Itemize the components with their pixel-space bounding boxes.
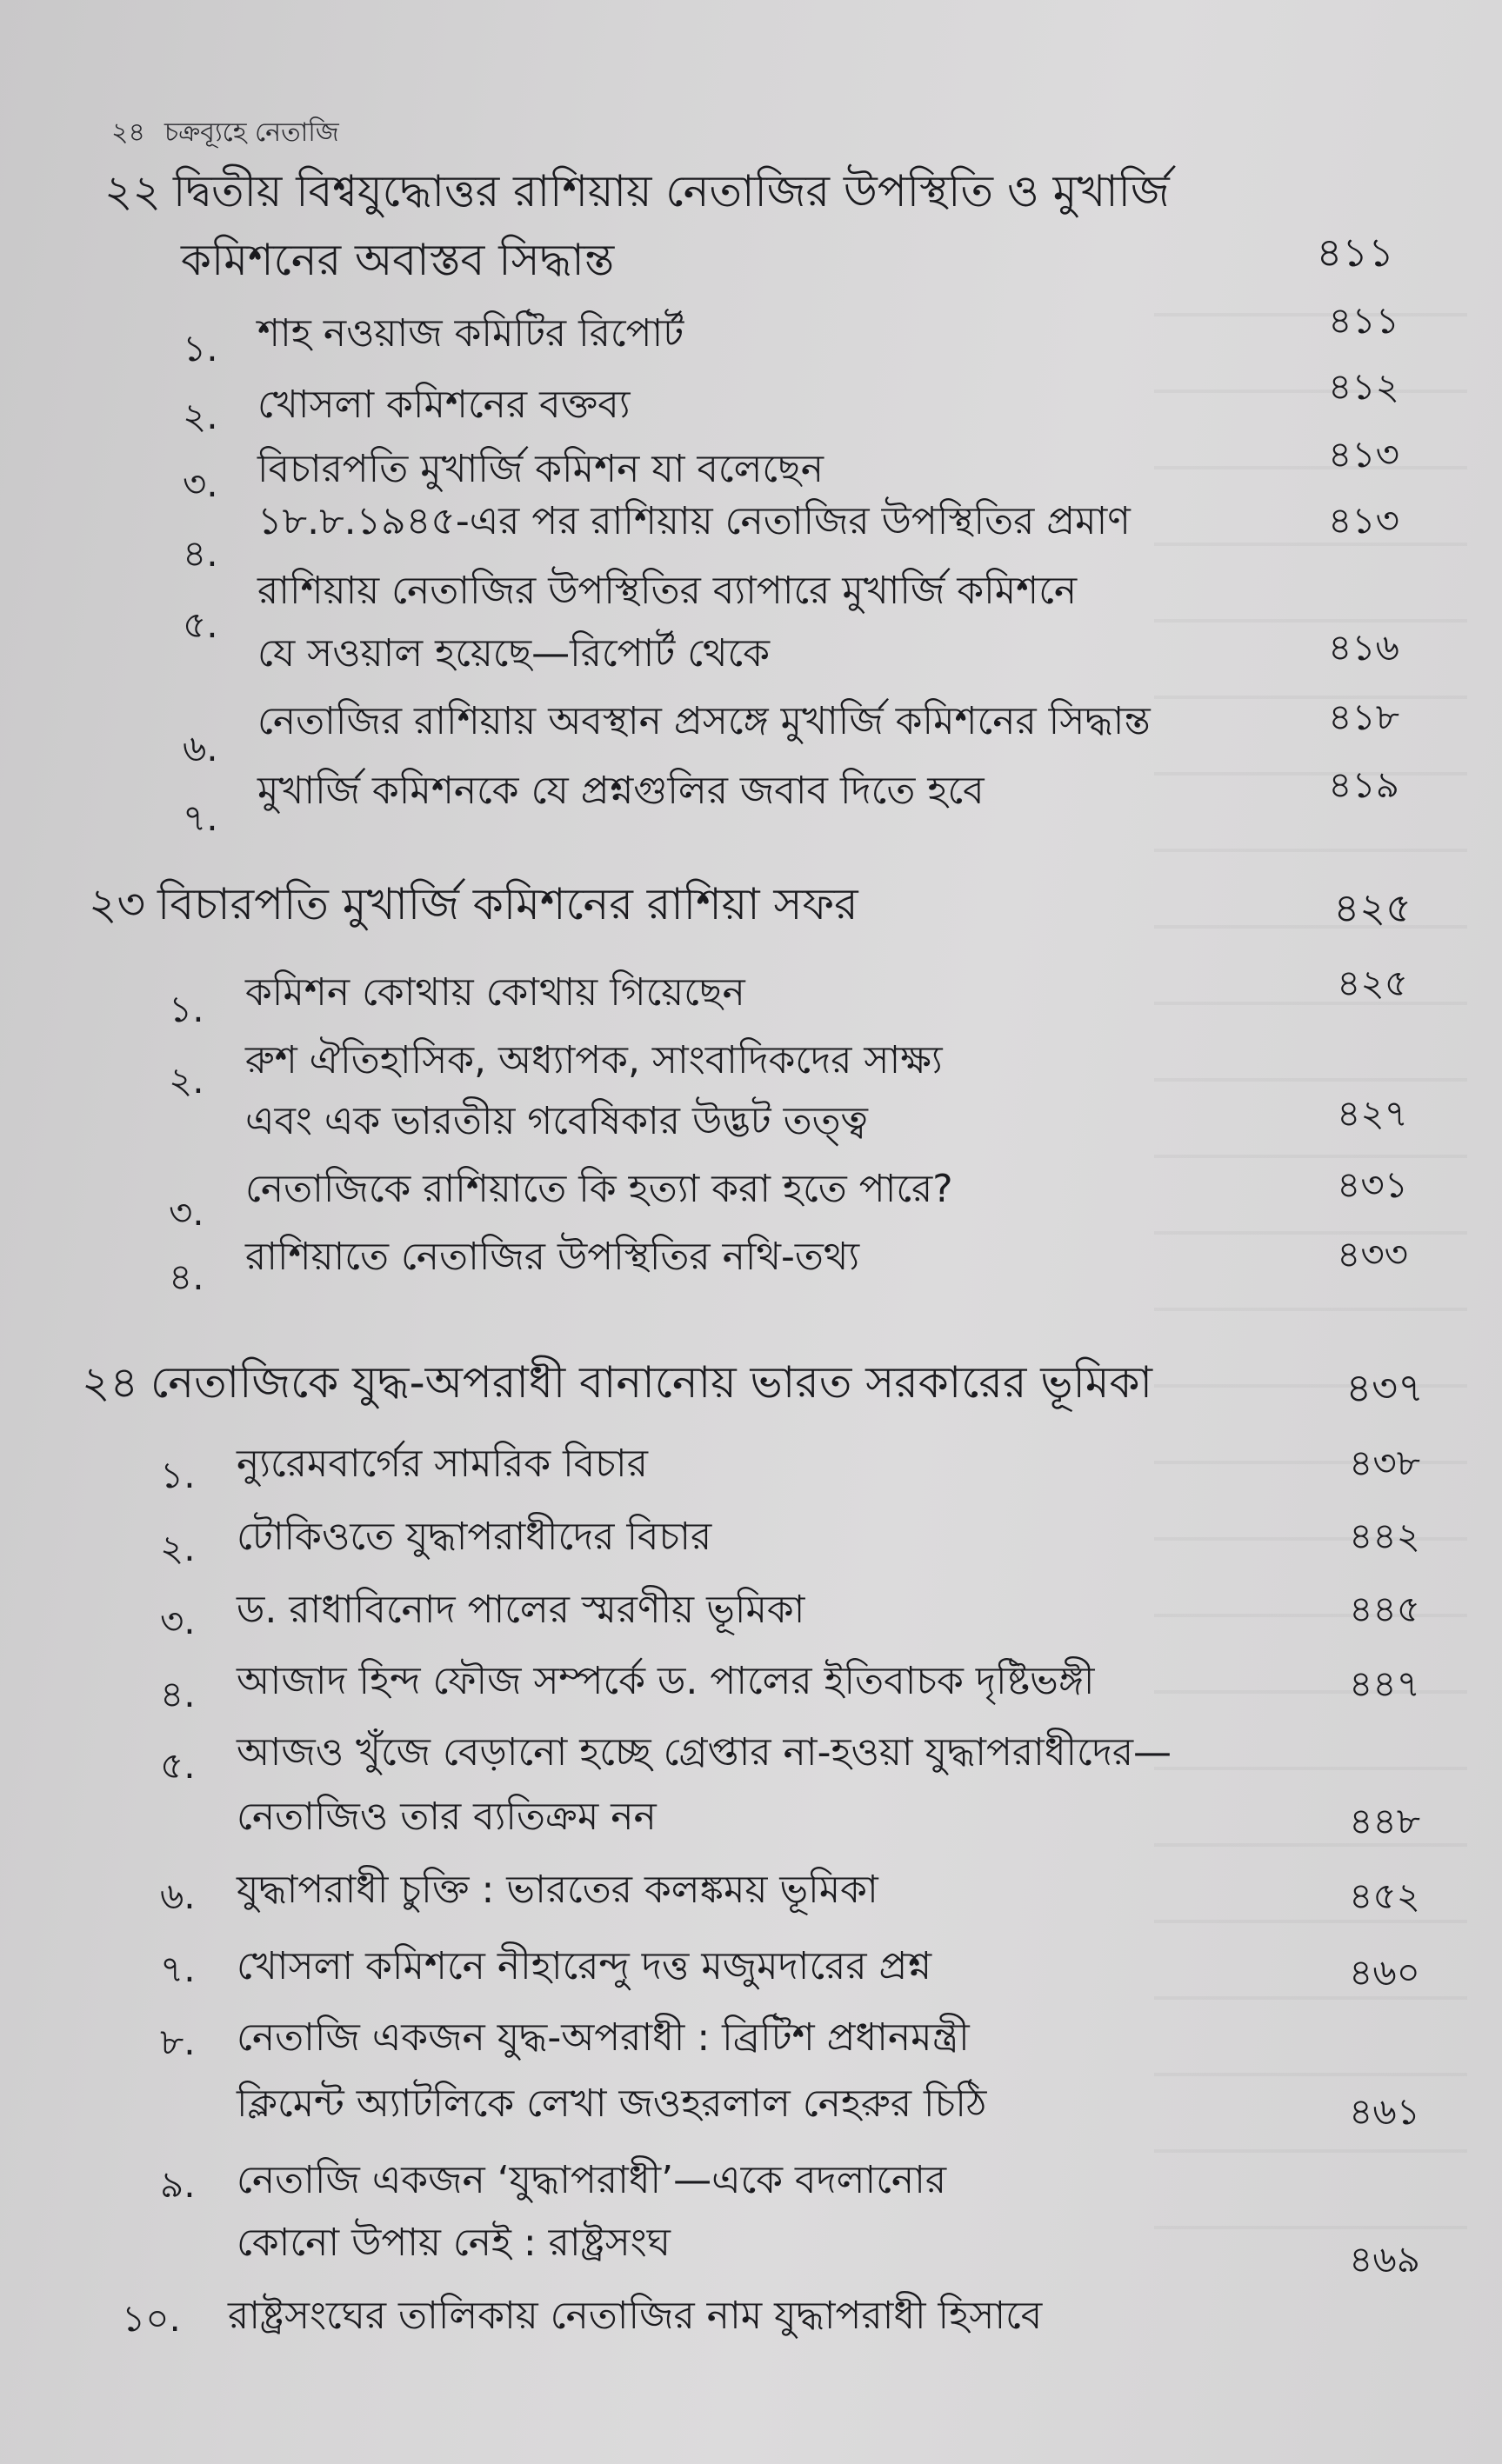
entry-title: রুশ ঐতিহাসিক, অধ্যাপক, সাংবাদিকদের সাক্ষ্য [245, 1038, 943, 1082]
entry-page: ৪৩১ [1337, 1163, 1408, 1206]
entry-page: ৪২৫ [1337, 962, 1408, 1004]
entry-title: খোসলা কমিশনে নীহারেন্দু দত্ত মজুমদারের প্রশ্ন [237, 1944, 932, 1988]
entry-title: ১৮.৮.১৯৪৫-এর পর রাশিয়ায় নেতাজির উপস্থিতির প্রমাণ [257, 499, 1131, 543]
chapter-number: ২৪ [82, 1357, 138, 1408]
entry-title: ড. রাধাবিনোদ পালের স্মরণীয় ভূমিকা [237, 1588, 805, 1632]
entry-number: ১০. [122, 2297, 181, 2340]
entry-page: ৪৩৮ [1349, 1442, 1420, 1484]
entry-title-cont: যে সওয়াল হয়েছে—রিপোর্ট থেকে [257, 631, 771, 676]
entry-number: ১. [169, 988, 204, 1030]
entry-page: ৪২৭ [1337, 1092, 1408, 1135]
chapter-page: ৪২৫ [1333, 884, 1412, 931]
chapter-number: ২২ [104, 166, 162, 216]
entry-number: ৫. [160, 1744, 196, 1787]
entry-number: ৬. [160, 1875, 196, 1917]
entry-title: রাষ্ট্রসংঘের তালিকায় নেতাজির নাম যুদ্ধাপরাধী হিসাবে [228, 2294, 1043, 2338]
entry-page: ৪৪৫ [1349, 1588, 1420, 1630]
entry-number: ৩. [160, 1600, 196, 1642]
entry-title-cont: ক্লিমেন্ট অ্যাটলিকে লেখা জওহরলাল নেহরুর চিঠি [237, 2081, 987, 2126]
entry-number: ৯. [160, 2163, 196, 2206]
entry-page: ৪৩৩ [1337, 1233, 1408, 1275]
chapter-title: দ্বিতীয় বিশ্বযুদ্ধোত্তর রাশিয়ায় নেতাজির উপস্থিতি ও মুখার্জি [173, 166, 1170, 216]
entry-number: ১. [183, 327, 218, 370]
entry-title: খোসলা কমিশনের বক্তব্য [257, 383, 631, 427]
entry-number: ৪. [160, 1673, 196, 1715]
entry-number: ৪. [169, 1255, 204, 1298]
entry-page: ৪১১ [1328, 299, 1399, 342]
entry-title: শাহ নওয়াজ কমিটির রিপোর্ট [257, 311, 684, 356]
entry-title: নেতাজি একজন ‘যুদ্ধাপরাধী’—একে বদলানোর [237, 2158, 947, 2202]
entry-number: ২. [183, 395, 218, 437]
bleed-through-shadow [1154, 261, 1467, 2261]
entry-page: ৪৬০ [1349, 1951, 1420, 1994]
entry-title: রাশিয়ায় নেতাজির উপস্থিতির ব্যাপারে মুখার্জি কমিশনে [257, 569, 1078, 613]
page-number: ২৪ [111, 117, 145, 148]
entry-number: ৮. [160, 2021, 196, 2063]
entry-page: ৪১৩ [1328, 499, 1399, 542]
entry-title: যুদ্ধাপরাধী চুক্তি : ভারতের কলঙ্কময় ভূমিকা [237, 1868, 878, 1912]
entry-number: ৩. [183, 463, 218, 505]
running-head [111, 111, 339, 156]
entry-title: বিচারপতি মুখার্জি কমিশন যা বলেছেন [257, 447, 824, 491]
entry-title: মুখার্জি কমিশনকে যে প্রশ্নগুলির জবাব দিতে হবে [257, 769, 985, 813]
entry-page: ৪৪২ [1349, 1515, 1420, 1557]
entry-number: ৭. [160, 1948, 196, 1990]
chapter-title: নেতাজিকে যুদ্ধ-অপরাধী বানানোয় ভারত সরকারের ভূমিকা [150, 1357, 1153, 1408]
entry-page: ৪১৬ [1328, 626, 1399, 669]
entry-page: ৪১৮ [1328, 696, 1399, 738]
entry-page: ৪৫২ [1349, 1875, 1420, 1917]
entry-title: কমিশন কোথায় কোথায় গিয়েছেন [245, 970, 745, 1015]
entry-title-cont: কোনো উপায় নেই : রাষ্ট্রসংঘ [237, 2221, 671, 2265]
entry-number: ৫. [183, 603, 218, 646]
entry-number: ২. [169, 1059, 204, 1102]
chapter-heading [104, 165, 1170, 217]
chapter-title: বিচারপতি মুখার্জি কমিশনের রাশিয়া সফর [157, 879, 858, 929]
chapter-page: ৪৩৭ [1345, 1364, 1424, 1411]
entry-page: ৪১৯ [1328, 763, 1399, 806]
entry-title: আজও খুঁজে বেড়ানো হচ্ছে গ্রেপ্তার না-হওয়া যুদ্ধাপরাধীদের— [237, 1730, 1172, 1775]
entry-title: নেতাজি একজন যুদ্ধ-অপরাধী : ব্রিটিশ প্রধানমন্ত্রী [237, 2015, 970, 2060]
entry-number: ১. [160, 1454, 196, 1496]
chapter-page: ৪১১ [1316, 229, 1394, 276]
entry-title: নেতাজির রাশিয়ায় অবস্থান প্রসঙ্গে মুখার্জি কমিশনের সিদ্ধান্ত [257, 699, 1151, 743]
entry-title: আজাদ হিন্দ ফৌজ সম্পর্কে ড. পালের ইতিবাচক দৃষ্টিভঙ্গী [237, 1659, 1095, 1703]
entry-number: ৩. [169, 1191, 204, 1234]
entry-title: টোকিওতে যুদ্ধাপরাধীদের বিচার [237, 1515, 712, 1559]
entry-page: ৪৬৯ [1349, 2238, 1420, 2281]
entry-title: রাশিয়াতে নেতাজির উপস্থিতির নথি-তথ্য [245, 1235, 860, 1279]
entry-page: ৪৪৭ [1349, 1662, 1420, 1705]
chapter-number: ২৩ [89, 879, 146, 929]
entry-page: ৪৪৮ [1349, 1800, 1420, 1842]
chapter-title-cont: কমিশনের অবাস্তব সিদ্ধান্ত [181, 235, 615, 285]
entry-number: ৪. [183, 532, 218, 575]
entry-page: ৪১৩ [1328, 433, 1399, 476]
entry-page: ৪১২ [1328, 365, 1399, 408]
book-title: চক্রব্যূহে নেতাজি [164, 117, 339, 148]
chapter-heading [82, 1356, 1152, 1408]
entry-page: ৪৬১ [1349, 2090, 1420, 2133]
chapter-heading [89, 878, 858, 930]
entry-title-cont: নেতাজিও তার ব্যতিক্রম নন [237, 1795, 657, 1839]
entry-number: ৭. [183, 796, 218, 839]
entry-title: ন্যুরেমবার্গের সামরিক বিচার [237, 1442, 648, 1486]
entry-number: ৬. [183, 727, 218, 769]
entry-title-cont: এবং এক ভারতীয় গবেষিকার উদ্ভট তত্ত্ব [245, 1099, 868, 1143]
entry-number: ২. [160, 1527, 196, 1569]
entry-title: নেতাজিকে রাশিয়াতে কি হত্যা করা হতে পারে? [245, 1167, 953, 1211]
